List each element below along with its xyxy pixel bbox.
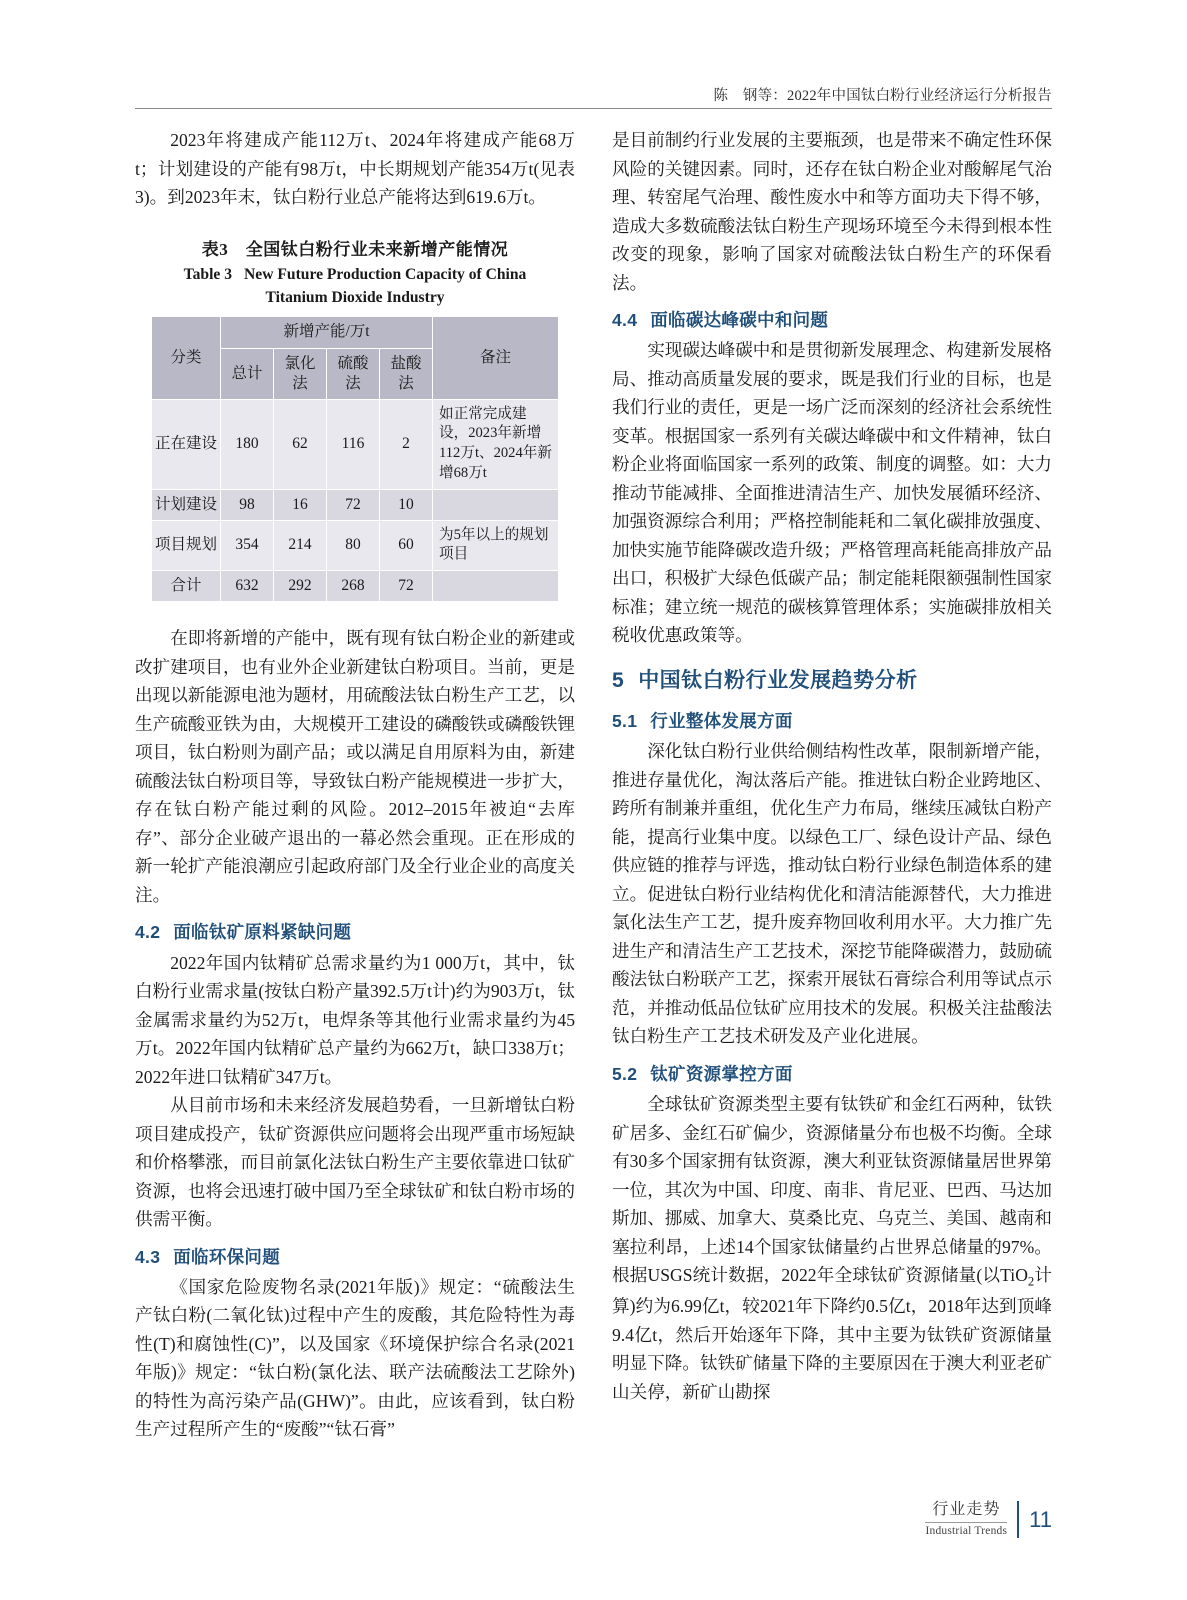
- cell-total: 354: [221, 520, 274, 570]
- cell-chloride: 292: [274, 571, 327, 602]
- cell-chloride: 214: [274, 520, 327, 570]
- subscript-2: 2: [1027, 1274, 1035, 1289]
- footer-tag: [925, 1501, 1017, 1538]
- table-caption-en-title: New Future Production Capacity of China Titanium Dioxide Industry: [244, 266, 527, 306]
- cell-hydrochloric: 2: [380, 399, 433, 489]
- paragraph: [612, 1090, 1052, 1406]
- table-caption-en-label: Table 3: [183, 266, 233, 284]
- section-number: 4.4: [612, 310, 638, 330]
- cell-category: 项目规划: [152, 520, 221, 570]
- section-title: 面临碳达峰碳中和问题: [650, 310, 829, 330]
- cell-remark: 为5年以上的规划项目: [433, 520, 559, 570]
- section-heading-5-2: [612, 1060, 1052, 1088]
- paragraph: 深化钛白粉行业供给侧结构性改革，限制新增产能，推进存量优化，淘汰落后产能。推进钛白粉企业跨地区、跨所有制兼并重组，优化生产力布局，继续压减钛白粉产能，提高行业集中度。以绿色工厂、绿色设计产品、绿色供应链的推荐与评选，推动钛白粉行业绿色制造体系的建立。促进钛白粉行业结构优化和清洁能源替代，大力推进氯化法生产工艺，提升废弃物回收利用水平。大力推广先进生产和清洁生产工艺技术，深挖节能降碳潜力，鼓励硫酸法钛白粉联产工艺，探索开展钛石膏综合利用等试点示范，并推动低品位钛矿应用技术的发展。积极关注盐酸法钛白粉生产工艺技术研发及产业化进展。: [612, 741, 1052, 1047]
- section-title: 中国钛白粉行业发展趋势分析: [638, 668, 918, 692]
- cell-chloride: 16: [274, 489, 327, 520]
- section-heading-4-4: [612, 306, 1052, 334]
- table-caption-cn-label: 表3: [201, 239, 229, 259]
- paragraph: 《国家危险废物名录(2021年版)》规定：“硫酸法生产钛白粉(二氧化钛)过程中产生的废酸，其危险特性为毒性(T)和腐蚀性(C)”，以及国家《环境保护综合名录(2021年版)》规定：“钛白粉(氯化法、联产法硫酸法工艺除外)的特性为高污染产品(GHW)”。由此，应该看到，钛白粉生产过程所产生的“废酸”“钛石膏”: [135, 1276, 575, 1440]
- paragraph-part-1: 全球钛矿资源类型主要有钛铁矿和金红石两种，钛铁矿居多、金红石矿偏少，资源储量分布也极不均衡。全球有30多个国家拥有钛资源，澳大利亚钛资源储量居世界第一位，其次为中国、印度、南非、肯尼亚、巴西、马达加斯加、挪威、加拿大、莫桑比克、乌克兰、美国、越南和塞拉利昂，上述14个国家钛储量约占世界总储量的97%。根据USGS统计数据，2022年全球钛矿资源储量(以TiO: [612, 1094, 1052, 1286]
- section-number: 5: [612, 668, 625, 692]
- paragraph: 实现碳达峰碳中和是贯彻新发展理念、构建新发展格局、推动高质量发展的要求，既是我们行业的目标，也是我们行业的责任，更是一场广泛而深刻的经济社会系统性变革。根据国家一系列有关碳达峰碳中和文件精神，钛白粉企业将面临国家一系列的政策、制度的调整。如：大力推动节能减排、全面推进清洁生产、加快发展循环经济、加强资源综合利用；严格控制能耗和二氧化碳排放强度、加快实施节能降碳改造升级；严格管理高耗能高排放产品出口，积极扩大绿色低碳产品；制定能耗限额强制性国家标准；建立统一规范的碳核算管理体系；实施碳排放相关税收优惠政策等。: [612, 340, 1052, 646]
- section-title: 行业整体发展方面: [650, 710, 793, 731]
- paragraph: 是目前制约行业发展的主要瓶颈，也是带来不确定性环保风险的关键因素。同时，还存在钛白粉企业对酸解尾气治理、转窑尾气治理、酸性废水中和等方面功夫下得不够，造成大多数硫酸法钛白粉生产现场环境至今未得到根本性改变的现象，影响了国家对硫酸法钛白粉生产的环保看法。: [612, 130, 1052, 293]
- cell-remark: 如正常完成建设，2023年新增112万t、2024年新增68万t: [433, 399, 559, 489]
- section-title: 面临钛矿原料紧缺问题: [173, 922, 352, 943]
- footer-tag-en: Industrial Trends: [925, 1522, 1007, 1538]
- cell-sulfate: 72: [327, 489, 380, 520]
- left-column: [135, 126, 575, 1444]
- cell-hydrochloric: 10: [380, 489, 433, 520]
- table-caption-cn-title: 全国钛白粉行业未来新增产能情况: [245, 239, 509, 259]
- table-caption: [135, 238, 575, 310]
- header-total: 总计: [221, 348, 274, 399]
- cell-remark: [433, 571, 559, 602]
- table-3-block: [135, 238, 575, 603]
- header-category: 分类: [152, 317, 221, 399]
- cell-total: 98: [221, 489, 274, 520]
- cell-total: 180: [221, 399, 274, 489]
- header-remark: 备注: [433, 317, 559, 399]
- section-title: 钛矿资源掌控方面: [650, 1063, 793, 1084]
- section-heading-5-1: [612, 707, 1052, 735]
- cell-chloride: 62: [274, 399, 327, 489]
- footer-tag-cn: 行业走势: [932, 1501, 1001, 1519]
- cell-category: 合计: [152, 571, 221, 602]
- table-row: [152, 520, 559, 570]
- cell-hydrochloric: 72: [380, 571, 433, 602]
- cell-remark: [433, 489, 559, 520]
- section-number: 5.1: [612, 710, 638, 731]
- table-row: [152, 399, 559, 489]
- table-3: [151, 316, 559, 602]
- section-heading-4-2: [135, 918, 575, 946]
- section-number: 5.2: [612, 1063, 638, 1084]
- paragraph: 2023年将建成产能112万t、2024年将建成产能68万t；计划建设的产能有98万t，中长期规划产能354万t(见表3)。到2023年末，钛白粉行业总产能将达到619.6万t。: [135, 130, 575, 207]
- page-footer: [925, 1501, 1052, 1538]
- paragraph-part-2: 计算)约为6.99亿t，较2021年下降约0.5亿t，2018年达到顶峰9.4亿t，然后开始逐年下降，其中主要为钛铁矿资源储量明显下降。钛铁矿储量下降的主要原因在于澳大利亚老矿山关停，新矿山勘探: [612, 1265, 1052, 1402]
- header-hydrochloric: 盐酸法: [380, 348, 433, 399]
- paragraph: 在即将新增的产能中，既有现有钛白粉企业的新建或改扩建项目，也有业外企业新建钛白粉项目。当前，更是出现以新能源电池为题材，用硫酸法钛白粉生产工艺，以生产硫酸亚铁为由，大规模开工建设的磷酸铁或磷酸铁锂项目，钛白粉则为副产品；或以满足自用原料为由，新建硫酸法钛白粉项目等，导致钛白粉产能规模进一步扩大，存在钛白粉产能过剩的风险。2012–2015年被迫“去库存”、部分企业破产退出的一幕必然会重现。正在形成的新一轮扩产能浪潮应引起政府部门及全行业企业的高度关注。: [135, 628, 575, 905]
- section-number: 4.2: [135, 922, 161, 943]
- cell-sulfate: 116: [327, 399, 380, 489]
- right-column: [612, 126, 1052, 1406]
- table-head: [152, 317, 559, 399]
- cell-category: 正在建设: [152, 399, 221, 489]
- table-body: [152, 399, 559, 601]
- section-heading-5: [612, 664, 1052, 698]
- cell-hydrochloric: 60: [380, 520, 433, 570]
- table-row: [152, 489, 559, 520]
- table-row: [152, 571, 559, 602]
- cell-sulfate: 268: [327, 571, 380, 602]
- paragraph: 从目前市场和未来经济发展趋势看，一旦新增钛白粉项目建成投产，钛矿资源供应问题将会出现严重市场短缺和价格攀涨，而目前氯化法钛白粉生产主要依靠进口钛矿资源，也将会迅速打破中国乃至全球钛矿和钛白粉市场的供需平衡。: [135, 1095, 575, 1230]
- cell-sulfate: 80: [327, 520, 380, 570]
- header-group: 新增产能/万t: [221, 317, 433, 348]
- header-rule: [135, 108, 1052, 109]
- section-title: 面临环保问题: [173, 1246, 281, 1267]
- header-sulfate: 硫酸法: [327, 348, 380, 399]
- paragraph: 2022年国内钛精矿总需求量约为1 000万t，其中，钛白粉行业需求量(按钛白粉产量392.5万t计)约为903万t，钛金属需求量约为52万t，电焊条等其他行业需求量约为45万t。2022年国内钛精矿总产量约为662万t，缺口338万t；2022年进口钛精矿347万t。: [135, 952, 575, 1087]
- table-header-row-1: [152, 317, 559, 348]
- cell-total: 632: [221, 571, 274, 602]
- section-number: 4.3: [135, 1246, 161, 1267]
- section-heading-4-3: [135, 1243, 575, 1271]
- header-chloride: 氯化法: [274, 348, 327, 399]
- page-number: 11: [1017, 1501, 1052, 1538]
- cell-category: 计划建设: [152, 489, 221, 520]
- running-head: 陈 钢等：2022年中国钛白粉行业经济运行分析报告: [713, 88, 1052, 104]
